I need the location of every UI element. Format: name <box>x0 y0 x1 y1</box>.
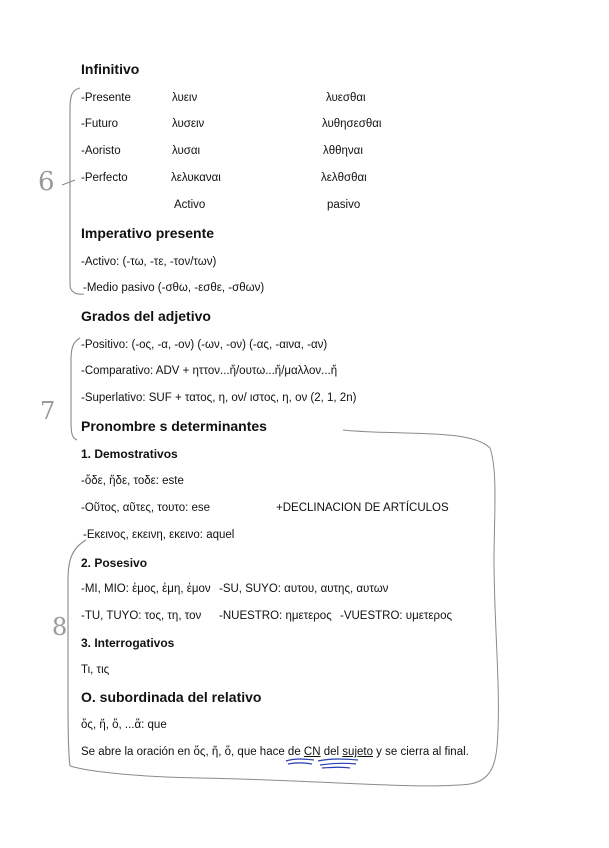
heading-posesivo: 2. Posesivo <box>81 556 148 570</box>
col-pasivo-label: pasivo <box>327 199 361 211</box>
heading-grados: Grados del adjetivo <box>81 308 211 324</box>
relativo-cn: CN <box>303 746 321 758</box>
relativo-text-c: y se cierra al final. <box>372 746 469 758</box>
interrogativos-line: Τι, τις <box>81 664 110 676</box>
relativo-line2 <box>81 746 469 759</box>
pencil-bracket-2 <box>71 338 80 440</box>
heading-infinitivo: Infinitivo <box>81 61 140 77</box>
inf-passive-perfecto: λελθσθαι <box>321 172 367 184</box>
inf-active-presente: λυειν <box>172 92 198 104</box>
margin-mark-6: 6 <box>38 167 55 197</box>
heading-pronombres: Pronombre s determinantes <box>81 418 267 434</box>
inf-label-presente: -Presente <box>81 92 131 104</box>
inf-passive-futuro: λυθησεσθαι <box>322 118 382 130</box>
grados-comparativo: -Comparativo: ADV + ηττον...ἤ/ουτω...ἤ/μαλλον...ἤ <box>81 365 338 377</box>
demostrativos-line3: -Εκεινος, εκεινη, εκεινο: aquel <box>83 529 235 541</box>
imperativo-medio: -Medio pasivo (-σθω, -εσθε, -σθων) <box>83 282 265 294</box>
inf-active-perfecto: λελυκαναι <box>171 172 221 184</box>
heading-relativo: O. subordinada del relativo <box>81 689 262 705</box>
posesivo-vuestro: -VUESTRO: υμετερος <box>340 610 453 622</box>
relativo-text-a: Se abre la oración en ὅς, ἥ, ὅ, que hace de <box>81 746 304 758</box>
heading-imperativo: Imperativo presente <box>81 225 215 241</box>
posesivo-nuestro: -NUESTRO: ημετερος <box>219 610 332 622</box>
declinacion-note: +DECLINACION DE ARTÍCULOS <box>276 502 449 514</box>
blue-underline-cn <box>286 759 314 764</box>
margin-mark-7: 7 <box>40 397 56 425</box>
inf-passive-aoristo: λθθηναι <box>323 145 363 157</box>
demostrativos-line1: -ὅδε, ἥδε, τοδε: este <box>81 475 184 487</box>
relativo-sujeto: sujeto <box>342 746 373 758</box>
inf-active-aoristo: λυσαι <box>172 145 201 157</box>
heading-demostrativos: 1. Demostrativos <box>81 447 178 461</box>
heading-interrogativos: 3. Interrogativos <box>81 636 175 650</box>
pencil-tick-1 <box>62 180 75 185</box>
inf-active-futuro: λυσειν <box>172 118 205 130</box>
demostrativos-line2: -Οῦτος, αῦτες, τουτο: ese <box>81 502 211 514</box>
relativo-line1: ὅς, ἥ, ὅ, ...ἅ: que <box>81 719 167 731</box>
margin-mark-8: 8 <box>52 613 68 641</box>
inf-label-perfecto: -Perfecto <box>81 172 128 184</box>
blue-underline-sujeto <box>318 759 358 768</box>
inf-passive-presente: λυεσθαι <box>326 92 366 104</box>
posesivo-su: -SU, SUYO: αυτου, αυτης, αυτων <box>219 583 389 595</box>
inf-label-aoristo: -Aoristo <box>81 145 121 157</box>
col-activo-label: Activo <box>174 199 206 211</box>
posesivo-mi: -MI, MIO: ἐμος, ἐμη, ἐμον <box>81 583 211 595</box>
relativo-text-b: del <box>320 746 343 758</box>
posesivo-tu: -TU, TUYO: τος, τη, τον <box>81 610 202 622</box>
pencil-bracket-3 <box>68 540 86 766</box>
inf-label-futuro: -Futuro <box>81 118 119 130</box>
grados-superlativo: -Superlativo: SUF + τατος, η, ον/ ιστος, η, ον (2, 1, 2n) <box>81 392 357 404</box>
grados-positivo: -Positivo: (-ος, -α, -ον) (-ων, -ον) (-ας, -αινα, -αν) <box>81 339 328 351</box>
imperativo-activo: -Activo: (-τω, -τε, -τον/των) <box>81 256 217 268</box>
